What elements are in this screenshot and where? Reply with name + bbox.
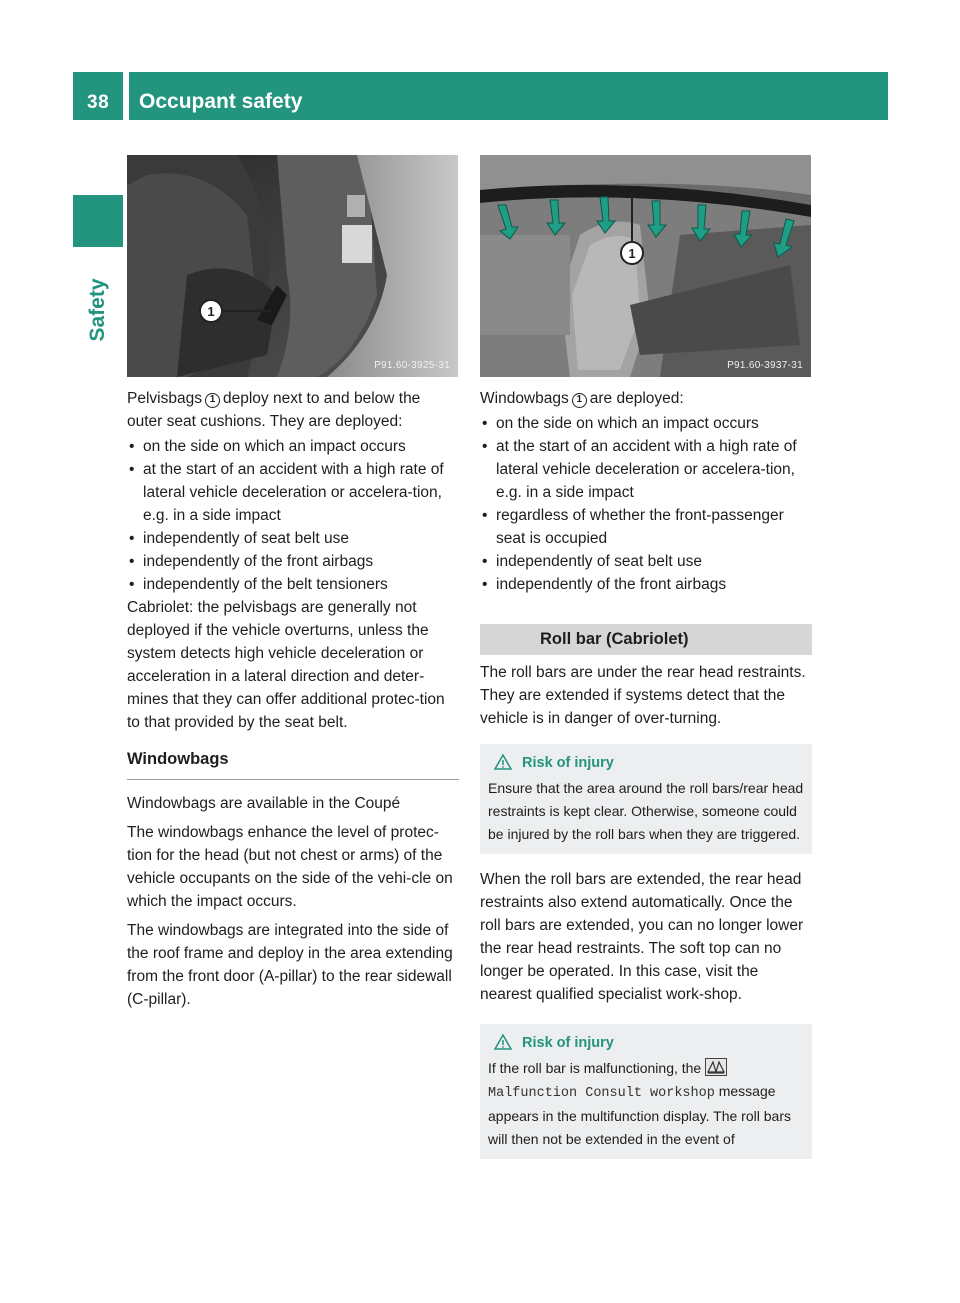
left-column <box>127 387 459 1011</box>
paragraph: The windowbags are integrated into the side of the roof frame and deploy in the area extending from the front door (A-pillar) to the rear sidewall (C-pillar). <box>127 922 453 1008</box>
warning-triangle-icon <box>494 754 512 770</box>
list-item: • independently of the front airbags <box>480 573 812 596</box>
list-item: • on the side on which an impact occurs <box>480 412 812 435</box>
photo-code: P91.60-3937-31 <box>727 360 803 371</box>
paragraph: When the roll bars are extended, the rear head restraints also extend automatically. Once the roll bars are extended, you can no longer lower the rear head restraints. The soft top can no longer be operated. In this case, visit the nearest qualified specialist work-shop. <box>480 871 804 1003</box>
rollover-warning-icon <box>705 1058 727 1076</box>
paragraph: The windowbags enhance the level of protec-tion for the head (but not chest or arms) of the vehicle occupants on the side of the vehi-cle on which the impact occurs. <box>127 824 453 910</box>
windowbag-intro: Windowbags 1 are deployed: <box>480 390 684 407</box>
warning-text: Ensure that the area around the roll bars/rear head restraints is kept clear. Otherwise, someone could be injured by the roll bars when they are triggered. <box>488 780 804 842</box>
pelvisbag-photo <box>127 155 458 377</box>
list-item: • at the start of an accident with a high rate of lateral vehicle deceleration or accelera-tion, e.g. in a side impact <box>127 458 459 527</box>
paragraph: The roll bars are under the rear head restraints. They are extended if systems detect that the vehicle is in danger of over-turning. <box>480 664 806 727</box>
warning-title: Risk of injury <box>488 752 804 775</box>
pelvisbag-intro: Pelvisbags 1 deploy next to and below the outer seat cushions. They are deployed: <box>127 390 421 430</box>
list-item: • independently of the front airbags <box>127 550 459 573</box>
callout-marker: 1 <box>572 393 587 408</box>
windowbags-heading: Windowbags <box>127 748 459 780</box>
cabriolet-note: Cabriolet: the pelvisbags are generally not deployed if the vehicle overturns, unless the system detects high vehicle deceleration or acceleration in a lateral direction and deter-mines that they can offer additional protec-tion to that provided by the seat belt. <box>127 599 445 731</box>
rollbar-heading: Roll bar (Cabriolet) <box>480 624 812 655</box>
callout-marker: 1 <box>205 393 220 408</box>
list-item: • regardless of whether the front-passenger seat is occupied <box>480 504 812 550</box>
warning-text: If the roll bar is malfunctioning, the Malfunction Consult workshop message appears in the multifunction display. The roll bars will then not be extended in the event of <box>488 1060 791 1147</box>
page-title: Occupant safety <box>129 72 888 120</box>
list-item: • independently of the belt tensioners <box>127 573 459 596</box>
callout-number: 1 <box>207 304 215 319</box>
list-item: • independently of seat belt use <box>480 550 812 573</box>
windowbag-photo <box>480 155 811 377</box>
list-item: • independently of seat belt use <box>127 527 459 550</box>
warning-triangle-icon <box>494 1034 512 1050</box>
warning-box <box>480 1024 812 1159</box>
list-item: • at the start of an accident with a high rate of lateral vehicle deceleration or accelera-tion, e.g. in a side impact <box>480 435 812 504</box>
paragraph: Windowbags are available in the Coupé <box>127 795 401 812</box>
right-column <box>480 387 812 1159</box>
side-tab-label: Safety <box>86 278 109 342</box>
side-tab-block <box>73 195 123 247</box>
side-tab <box>72 255 124 365</box>
callout-number: 1 <box>628 246 636 261</box>
warning-title: Risk of injury <box>488 1032 804 1055</box>
list-item: • on the side on which an impact occurs <box>127 435 459 458</box>
display-message: Malfunction Consult workshop <box>488 1086 715 1101</box>
warning-box <box>480 744 812 854</box>
photo-code: P91.60-3925-31 <box>374 360 450 371</box>
page-number: 38 <box>73 72 123 120</box>
